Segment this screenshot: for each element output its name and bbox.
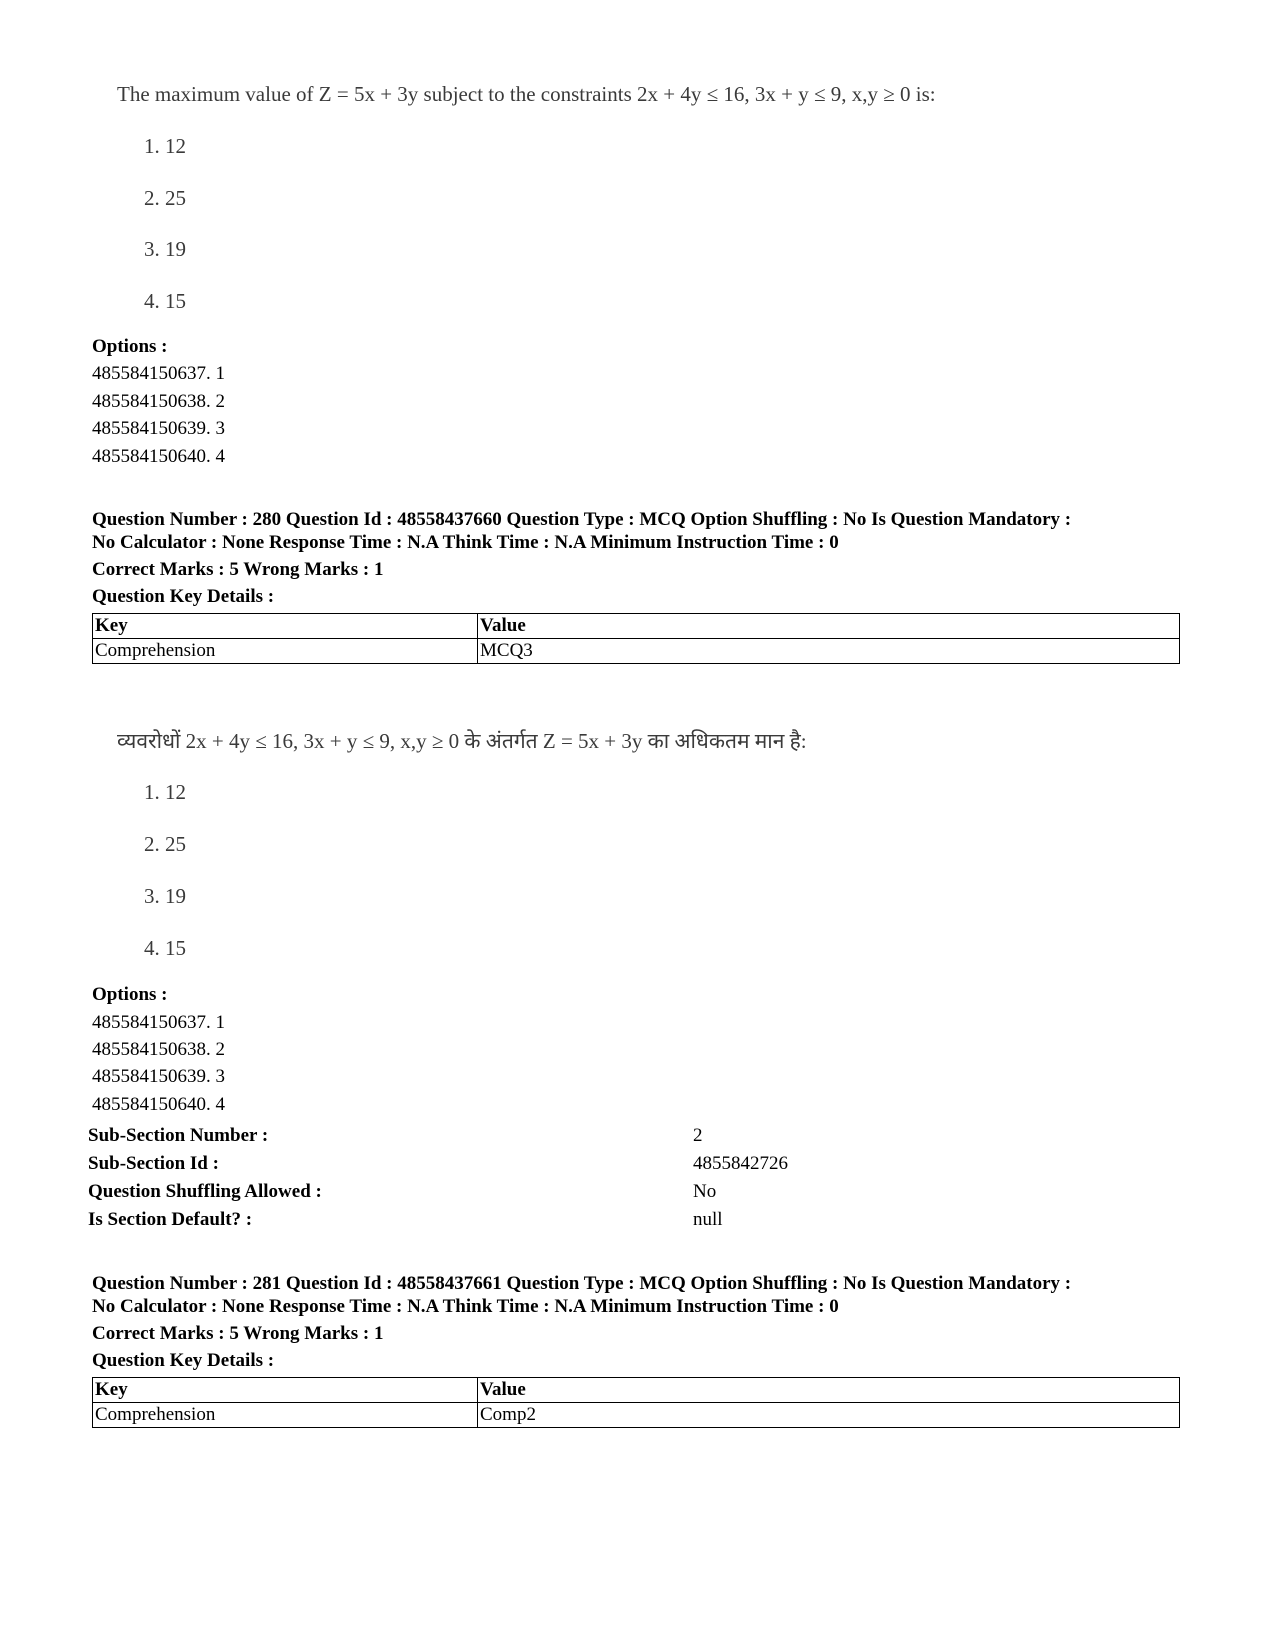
table-row — [93, 1403, 1180, 1428]
marks-line: Correct Marks : 5 Wrong Marks : 1 — [92, 1323, 384, 1344]
key-details-table — [92, 613, 1180, 664]
section-default-value: null — [693, 1209, 723, 1230]
table-header-key: Key — [93, 1378, 478, 1403]
question-meta-line-1: Question Number : 281 Question Id : 48558437661 Question Type : MCQ Option Shuffling : No Is Question Mandatory : — [92, 1273, 1072, 1294]
option-id-4: 485584150640. 4 — [92, 446, 225, 467]
image-option-2: 2. 25 — [144, 186, 186, 210]
image-option-4: 4. 15 — [144, 289, 186, 313]
option-id-3: 485584150639. 3 — [92, 1066, 225, 1087]
table-row — [93, 639, 1180, 664]
table-header-row — [93, 614, 1180, 639]
options-label: Options : — [92, 984, 168, 1005]
question-image-text-english: The maximum value of Z = 5x + 3y subject to the constraints 2x + 4y ≤ 16, 3x + y ≤ 9, x,y ≥ 0 is: — [117, 82, 936, 106]
image-option-2: 2. 25 — [144, 832, 186, 856]
table-header-value: Value — [478, 1378, 1180, 1403]
section-default-label: Is Section Default? : — [88, 1209, 253, 1230]
image-option-1: 1. 12 — [144, 134, 186, 158]
option-id-2: 485584150638. 2 — [92, 1039, 225, 1060]
table-cell-key: Comprehension — [93, 1403, 478, 1428]
subsection-number-value: 2 — [693, 1125, 703, 1146]
table-cell-value: Comp2 — [478, 1403, 1180, 1428]
image-option-3: 3. 19 — [144, 237, 186, 261]
option-id-4: 485584150640. 4 — [92, 1094, 225, 1115]
subsection-id-value: 4855842726 — [693, 1153, 788, 1174]
option-id-1: 485584150637. 1 — [92, 1012, 225, 1033]
option-id-2: 485584150638. 2 — [92, 391, 225, 412]
option-id-3: 485584150639. 3 — [92, 418, 225, 439]
key-details-label: Question Key Details : — [92, 1350, 275, 1371]
key-details-label: Question Key Details : — [92, 586, 275, 607]
option-id-1: 485584150637. 1 — [92, 363, 225, 384]
options-label: Options : — [92, 336, 168, 357]
table-header-key: Key — [93, 614, 478, 639]
table-header-row — [93, 1378, 1180, 1403]
question-shuffling-label: Question Shuffling Allowed : — [88, 1181, 322, 1202]
question-shuffling-value: No — [693, 1181, 717, 1202]
image-option-3: 3. 19 — [144, 884, 186, 908]
table-header-value: Value — [478, 614, 1180, 639]
question-image-text-hindi: व्यवरोधों 2x + 4y ≤ 16, 3x + y ≤ 9, x,y ≥ 0 के अंतर्गत Z = 5x + 3y का अधिकतम मान है: — [117, 729, 807, 753]
table-cell-value: MCQ3 — [478, 639, 1180, 664]
image-option-4: 4. 15 — [144, 936, 186, 960]
subsection-number-label: Sub-Section Number : — [88, 1125, 269, 1146]
question-meta-line-1: Question Number : 280 Question Id : 48558437660 Question Type : MCQ Option Shuffling : No Is Question Mandatory : — [92, 509, 1072, 530]
marks-line: Correct Marks : 5 Wrong Marks : 1 — [92, 559, 384, 580]
question-meta-line-2: No Calculator : None Response Time : N.A Think Time : N.A Minimum Instruction Time : 0 — [92, 532, 839, 553]
subsection-id-label: Sub-Section Id : — [88, 1153, 219, 1174]
image-option-1: 1. 12 — [144, 780, 186, 804]
key-details-table — [92, 1377, 1180, 1428]
question-meta-line-2: No Calculator : None Response Time : N.A Think Time : N.A Minimum Instruction Time : 0 — [92, 1296, 839, 1317]
table-cell-key: Comprehension — [93, 639, 478, 664]
